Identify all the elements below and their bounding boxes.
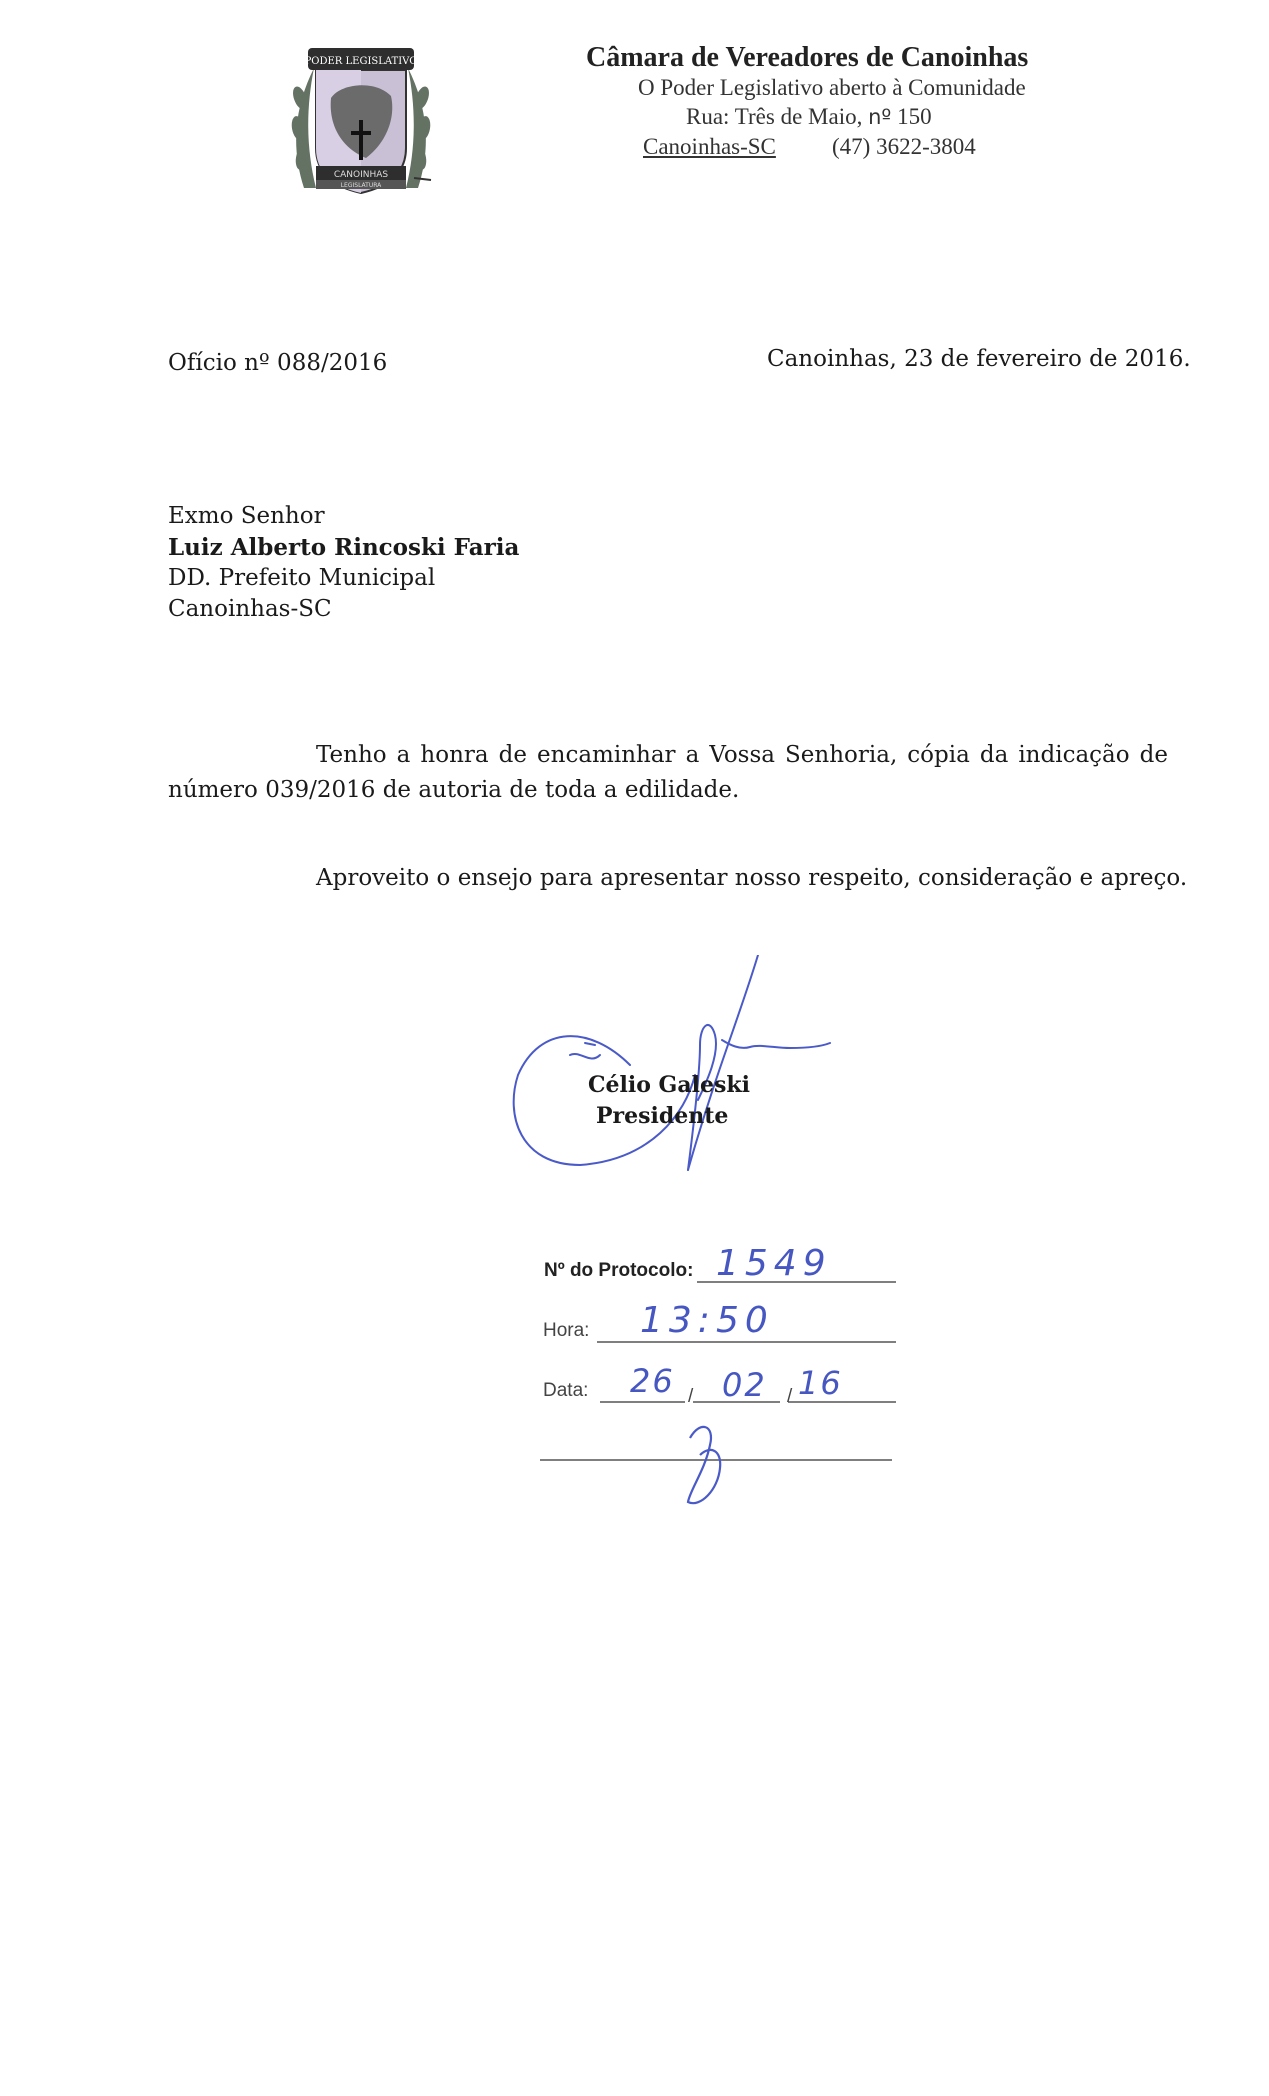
protocol-date-year: 16: [798, 1364, 843, 1402]
protocol-date-month: 02: [722, 1366, 767, 1404]
protocol-number-value: 1549: [716, 1243, 832, 1284]
protocol-time-label: Hora:: [543, 1320, 590, 1341]
signatory-title: Presidente: [596, 1103, 729, 1129]
protocol-number-label-text: Nº do Protocolo:: [544, 1260, 694, 1281]
recipient-city: Canoinhas-SC: [168, 596, 332, 622]
chamber-phone: (47) 3622-3804: [832, 134, 976, 159]
chamber-city: Canoinhas-SC: [643, 134, 776, 159]
chamber-subtitle: O Poder Legislativo aberto à Comunidade: [638, 75, 1026, 100]
recipient-name: Luiz Alberto Rincoski Faria: [168, 534, 520, 561]
recipient-role: DD. Prefeito Municipal: [168, 565, 436, 591]
protocol-date-separator-1: /: [688, 1386, 694, 1407]
crest-banner-text: PODER LEGISLATIVO: [304, 56, 418, 67]
crest-motto-text: LEGISLATURA: [340, 182, 382, 189]
protocol-number-label: [544, 1260, 693, 1282]
street-number: 150: [897, 104, 932, 129]
signatory-name: Célio Galeski: [588, 1072, 750, 1098]
protocol-date-label: Data:: [543, 1380, 589, 1401]
crest-ribbon-text: CANOINHAS: [333, 170, 389, 180]
protocol-date-separator-2: /: [787, 1386, 793, 1407]
place-date: Canoinhas, 23 de fevereiro de 2016.: [767, 346, 1191, 372]
handwritten-signature: [500, 955, 860, 1175]
street-label: Rua: Três de Maio,: [686, 104, 863, 129]
paragraph-2: Aproveito o ensejo para apresentar nosso respeito, consideração e apreço.: [316, 865, 1188, 891]
chamber-title: Câmara de Vereadores de Canoinhas: [586, 42, 1029, 73]
paragraph-1-line-1: Tenho a honra de encaminhar a Vossa Senhoria, cópia da indicação de: [316, 742, 1168, 768]
protocol-date-day: 26: [630, 1362, 675, 1400]
street-number-sign: nº: [868, 105, 892, 129]
chamber-crest-logo: [286, 38, 436, 208]
oficio-reference: Ofício nº 088/2016: [168, 350, 388, 376]
salutation: Exmo Senhor: [168, 503, 325, 529]
protocol-time-value: 13:50: [640, 1300, 774, 1341]
paragraph-1-line-2: número 039/2016 de autoria de toda a edilidade.: [168, 777, 740, 803]
chamber-address: [686, 104, 932, 130]
